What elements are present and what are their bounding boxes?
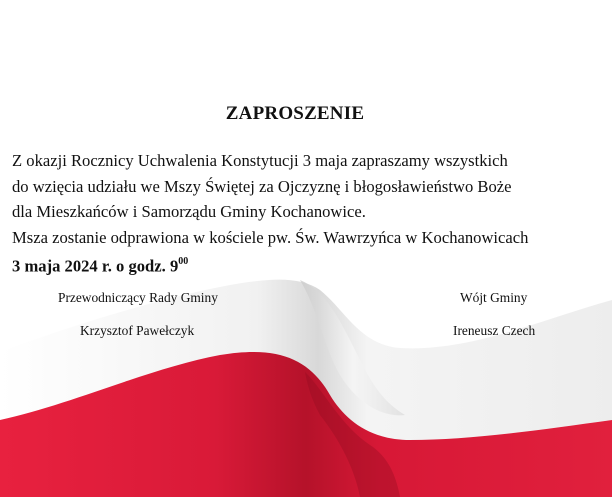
invitation-title: ZAPROSZENIE: [225, 103, 365, 124]
body-line-3: dla Mieszkańców i Samorządu Gminy Kochanowice.: [12, 202, 366, 221]
mayor-name: Ireneusz Czech: [453, 323, 536, 338]
event-date-line: [12, 250, 602, 279]
body-line-1: Z okazji Rocznicy Uchwalenia Konstytucji 3 maja zapraszamy wszystkich: [12, 151, 508, 170]
body-line-4: Msza zostanie odprawiona w kościele pw. Św. Wawrzyńca w Kochanowicach: [12, 227, 529, 247]
event-date-text: 3 maja 2024 r. o godz. 9: [12, 256, 179, 276]
mayor-role: Wójt Gminy: [460, 290, 528, 305]
council-chair-role: Przewodniczący Rady Gminy: [58, 290, 218, 305]
invitation-body: [12, 148, 602, 279]
event-time-minutes: 00: [178, 256, 189, 267]
body-line-2: do wzięcia udziału we Mszy Świętej za Ojczyznę i błogosławieństwo Boże: [12, 176, 512, 196]
council-chair-name: Krzysztof Pawełczyk: [80, 323, 195, 338]
